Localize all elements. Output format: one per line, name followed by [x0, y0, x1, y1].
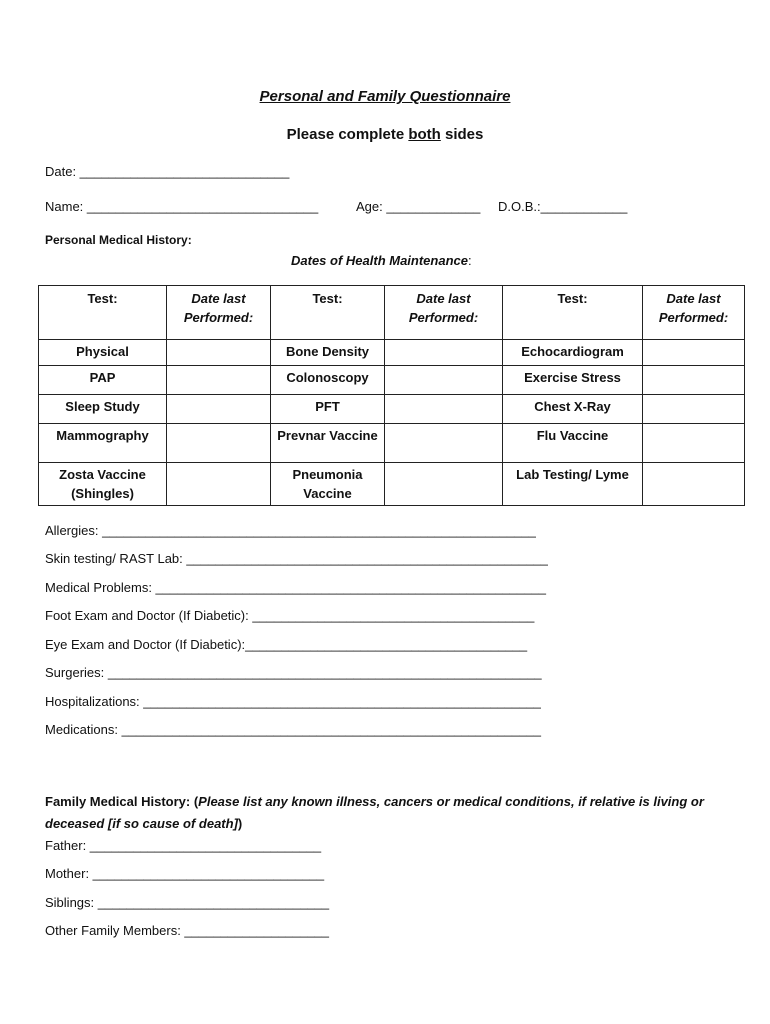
date-cell[interactable]	[167, 424, 271, 463]
father-field[interactable]: Father: ________________________________	[45, 838, 322, 853]
hospitalizations-field[interactable]: Hospitalizations: _______________________________________________________	[45, 694, 541, 709]
test-name: PAP	[39, 366, 167, 395]
date-cell[interactable]	[167, 340, 271, 366]
test-name: Flu Vaccine	[503, 424, 643, 463]
test-name: Physical	[39, 340, 167, 366]
dob-field[interactable]: D.O.B.:____________	[498, 199, 628, 214]
date-cell[interactable]	[643, 366, 745, 395]
header-test: Test:	[39, 286, 167, 340]
family-note: Please list any known illness, cancers or medical conditions, if relative is living or deceased [if so cause of death]	[45, 794, 704, 831]
test-name: Sleep Study	[39, 395, 167, 424]
header-test: Test:	[503, 286, 643, 340]
test-name: Echocardiogram	[503, 340, 643, 366]
medical-problems-field[interactable]: Medical Problems: ______________________________________________________	[45, 580, 546, 595]
form-title: Personal and Family Questionnaire	[259, 88, 511, 105]
allergies-field[interactable]: Allergies: ____________________________________________________________	[45, 523, 536, 538]
skin-testing-field[interactable]: Skin testing/ RAST Lab: __________________________________________________	[45, 551, 548, 566]
test-name: Pneumonia Vaccine	[271, 463, 385, 506]
test-name: Zosta Vaccine (Shingles)	[39, 463, 167, 506]
surgeries-field[interactable]: Surgeries: ____________________________________________________________	[45, 665, 542, 680]
subtitle-emphasis: both	[408, 126, 441, 143]
table-row	[39, 424, 745, 463]
siblings-field[interactable]: Siblings: ________________________________	[45, 895, 330, 910]
date-cell[interactable]	[385, 340, 503, 366]
personal-history-heading: Personal Medical History:	[45, 233, 192, 247]
table-row	[39, 395, 745, 424]
date-cell[interactable]	[385, 463, 503, 506]
family-history-heading	[45, 791, 725, 835]
header-date-last-performed: Date last Performed:	[643, 286, 745, 340]
family-heading-label: Family Medical History:	[45, 794, 191, 809]
subtitle-post: sides	[440, 126, 484, 143]
header-date-last-performed: Date last Performed:	[385, 286, 503, 340]
maintenance-heading	[291, 253, 472, 268]
header-test: Test:	[271, 286, 385, 340]
form-subtitle	[0, 126, 770, 143]
other-family-members-field[interactable]: Other Family Members: ____________________	[45, 923, 330, 938]
test-name: Colonoscopy	[271, 366, 385, 395]
family-close-paren: )	[237, 816, 243, 831]
maintenance-heading-label: Dates of Health Maintenance	[291, 253, 468, 268]
table-row	[39, 463, 745, 506]
test-name: Bone Density	[271, 340, 385, 366]
test-name: Mammography	[39, 424, 167, 463]
age-field[interactable]: Age: _____________	[356, 199, 481, 214]
test-name: PFT	[271, 395, 385, 424]
date-cell[interactable]	[167, 366, 271, 395]
foot-exam-field[interactable]: Foot Exam and Doctor (If Diabetic): _______________________________________	[45, 608, 535, 623]
date-cell[interactable]	[385, 424, 503, 463]
family-open-paren: (	[190, 794, 199, 809]
test-name: Prevnar Vaccine	[271, 424, 385, 463]
maintenance-heading-suffix: :	[468, 253, 472, 268]
date-cell[interactable]	[385, 395, 503, 424]
mother-field[interactable]: Mother: ________________________________	[45, 866, 325, 881]
subtitle-pre: Please complete	[286, 126, 409, 143]
test-name: Lab Testing/ Lyme	[503, 463, 643, 506]
name-field[interactable]: Name: ________________________________	[45, 199, 319, 214]
health-maintenance-table	[38, 285, 745, 506]
medications-field[interactable]: Medications: __________________________________________________________	[45, 722, 541, 737]
date-cell[interactable]	[643, 424, 745, 463]
date-cell[interactable]	[643, 463, 745, 506]
date-cell[interactable]	[167, 395, 271, 424]
table-header-row	[39, 286, 745, 340]
header-date-last-performed: Date last Performed:	[167, 286, 271, 340]
table-row	[39, 366, 745, 395]
date-cell[interactable]	[167, 463, 271, 506]
test-name: Exercise Stress	[503, 366, 643, 395]
date-cell[interactable]	[385, 366, 503, 395]
test-name: Chest X-Ray	[503, 395, 643, 424]
table-row	[39, 340, 745, 366]
date-cell[interactable]	[643, 395, 745, 424]
date-field[interactable]: Date: _____________________________	[45, 164, 290, 179]
eye-exam-field[interactable]: Eye Exam and Doctor (If Diabetic):_______________________________________	[45, 637, 528, 652]
date-cell[interactable]	[643, 340, 745, 366]
